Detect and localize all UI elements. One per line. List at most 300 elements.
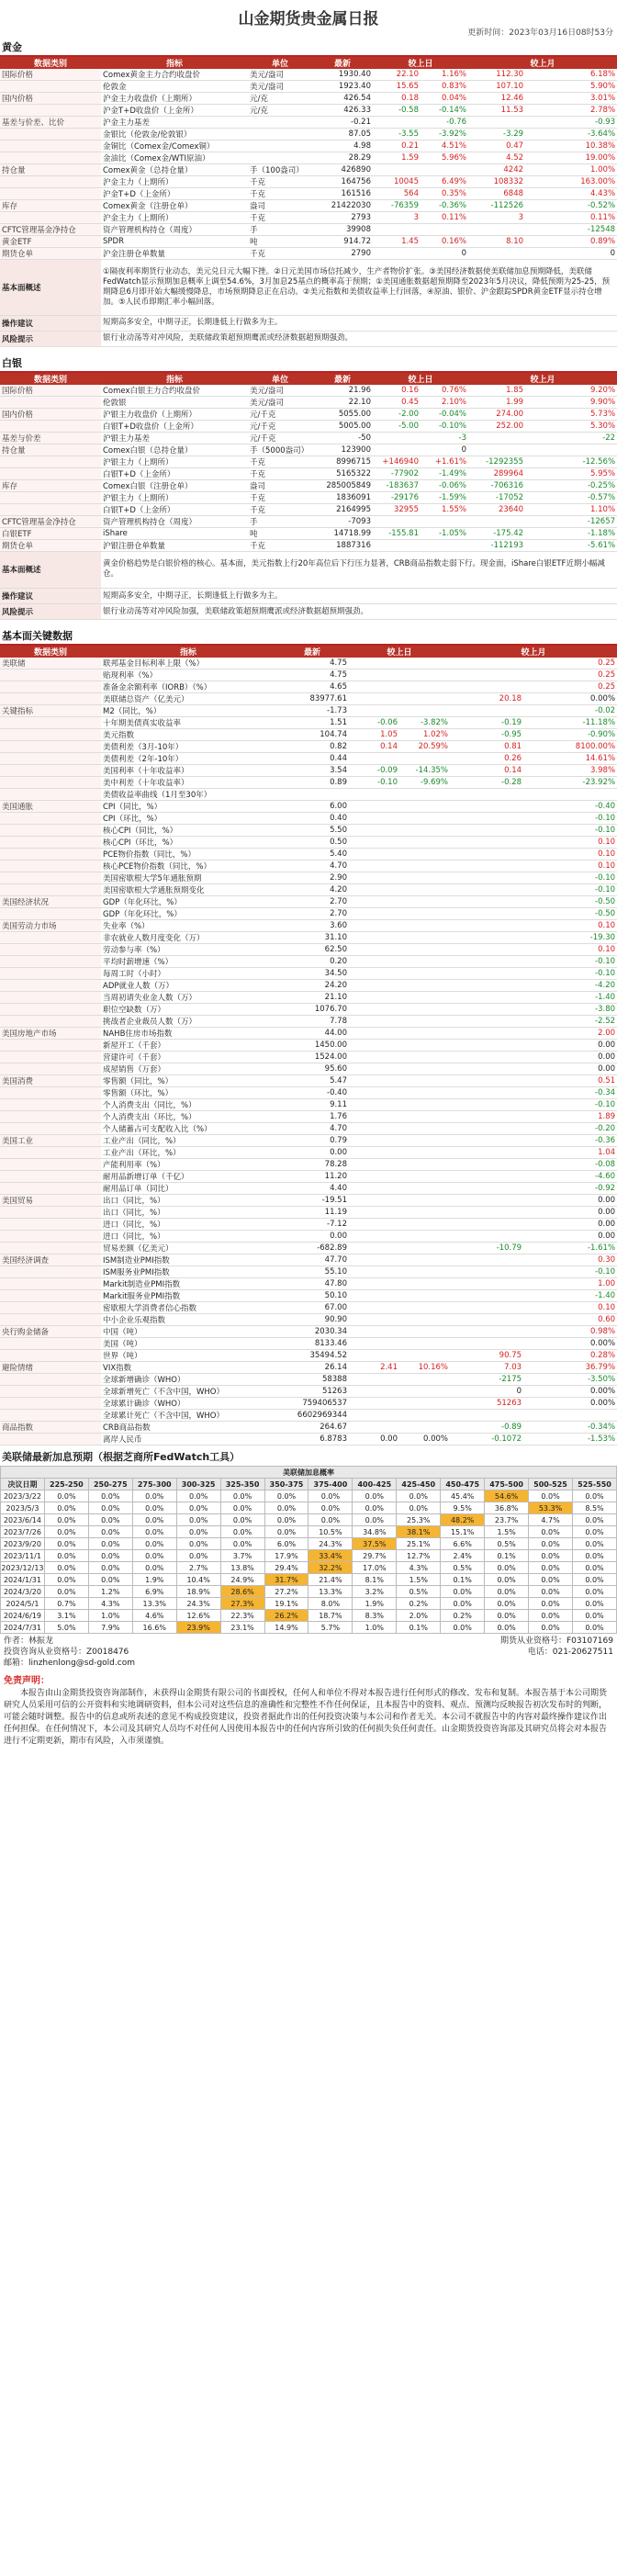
silver-cell: 库存 [0, 479, 101, 491]
fund-cell: 0.26 [450, 753, 523, 765]
fund-row [0, 753, 617, 765]
silver-cell: 伦敦银 [101, 396, 248, 408]
fund-cell [399, 705, 450, 717]
fund-cell [0, 980, 101, 992]
fedwatch-cell: 0.0% [176, 1502, 220, 1514]
fedwatch-cell: 2024/1/31 [1, 1574, 45, 1586]
fund-cell: -0.10 [349, 777, 399, 789]
silver-cell: -183637 [373, 479, 421, 491]
gold-cell: 107.10 [468, 81, 525, 93]
fund-cell: 55.10 [275, 1266, 349, 1278]
fund-cell [349, 1052, 399, 1063]
fedwatch-row [1, 1610, 617, 1622]
fund-row [0, 1171, 617, 1183]
gold-cell [373, 164, 421, 176]
gold-cell: 国内价格 [0, 93, 101, 105]
fedwatch-cell: 0.0% [529, 1490, 573, 1502]
silver-cell [0, 456, 101, 467]
fund-cell: 0.00% [399, 1434, 450, 1445]
silver-cell: 沪银主力（上期所） [101, 491, 248, 503]
fedwatch-cell: 0.0% [441, 1598, 485, 1610]
fund-cell: 4.75 [275, 658, 349, 669]
fund-cell: GDP（年化环比，%） [101, 908, 275, 920]
fund-cell: 0 [450, 1386, 523, 1398]
fund-cell: 美联储总资产（亿美元） [101, 693, 275, 705]
fund-cell: 美中利差（十年收益率） [101, 777, 275, 789]
fund-cell: 核心CPI（同比，%） [101, 825, 275, 837]
fund-cell [399, 1422, 450, 1434]
silver-cell: 5165322 [312, 467, 373, 479]
silver-col-latest: 最新 [312, 373, 373, 385]
fund-row [0, 825, 617, 837]
fund-cell [399, 849, 450, 861]
fund-cell: 密歇根大学消费者信心指数 [101, 1302, 275, 1314]
silver-cell [468, 432, 525, 444]
fedwatch-cell: 0.0% [529, 1574, 573, 1586]
fund-cell: 0.14 [450, 765, 523, 777]
gold-cell: 19.00% [525, 152, 617, 164]
silver-cell: -7093 [312, 515, 373, 527]
silver-cell: 5.95% [525, 467, 617, 479]
fedwatch-cell: 0.0% [397, 1490, 441, 1502]
fund-cell [349, 1350, 399, 1362]
silver-cell: 0 [421, 444, 468, 456]
gold-cell: 6848 [468, 188, 525, 200]
fund-cell [399, 1374, 450, 1386]
fund-cell [349, 849, 399, 861]
silver-cell [468, 444, 525, 456]
fund-row [0, 1326, 617, 1338]
fund-cell [399, 1028, 450, 1040]
fund-cell [399, 1266, 450, 1278]
fedwatch-cell: 0.1% [485, 1550, 529, 1562]
fund-cell: -23.92% [523, 777, 617, 789]
silver-cell: 23640 [468, 503, 525, 515]
fund-cell [349, 1338, 399, 1350]
fund-row [0, 1243, 617, 1254]
fund-cell [349, 884, 399, 896]
fedwatch-cell: 6.6% [441, 1538, 485, 1550]
fund-cell: 全球新增死亡（不含中国，WHO） [101, 1386, 275, 1398]
fund-row [0, 1028, 617, 1040]
fedwatch-cell: 0.0% [529, 1586, 573, 1598]
fund-cell: 贴现利率（%） [101, 669, 275, 681]
silver-cell: 1.99 [468, 396, 525, 408]
fund-cell: 2.70 [275, 908, 349, 920]
fund-cell [349, 908, 399, 920]
update-time: 更新时间：2023年03月16日08时53分 [467, 28, 613, 38]
fund-row [0, 765, 617, 777]
fund-cell [349, 1314, 399, 1326]
fedwatch-cell: 0.0% [132, 1562, 176, 1574]
fund-cell [349, 920, 399, 932]
fedwatch-row [1, 1490, 617, 1502]
fund-cell: ISM制造业PMI指数 [101, 1254, 275, 1266]
report-title: 山金期货贵金属日报 [238, 10, 379, 28]
fund-row [0, 693, 617, 705]
fedwatch-cell: 8.3% [353, 1610, 397, 1622]
fund-cell: 美国消费 [0, 1075, 101, 1087]
silver-cell [373, 515, 421, 527]
fedwatch-cell: 1.5% [397, 1574, 441, 1586]
silver-cell [373, 539, 421, 551]
fund-cell: 美国贸易 [0, 1195, 101, 1207]
fedwatch-cell: 0.0% [132, 1514, 176, 1526]
fedwatch-cell: 17.9% [264, 1550, 308, 1562]
gold-row [0, 129, 617, 141]
fund-cell [349, 1386, 399, 1398]
fedwatch-cell: 0.0% [88, 1490, 132, 1502]
fund-cell: 0.00 [523, 1063, 617, 1075]
fund-cell [349, 1422, 399, 1434]
gold-cell: -76359 [373, 200, 421, 212]
fund-cell: 个人消费支出（环比，%） [101, 1111, 275, 1123]
gold-cell: 4.43% [525, 188, 617, 200]
fedwatch-cell: 0.0% [176, 1526, 220, 1538]
fund-cell [450, 1004, 523, 1016]
fedwatch-cell: 4.3% [397, 1562, 441, 1574]
fund-cell: 1450.00 [275, 1040, 349, 1052]
fedwatch-header: 500-525 [529, 1479, 573, 1490]
gold-fundamentals-text: ①隔夜利率期货行业动态，美元兑日元大幅下挫。②日元美国市场信托减少，生产者物价扩张。③美国经济数据使美联储加息预期降低，美联储FedWatch显示预期加息概率上调至54.6%，3月加息25基点的概率高于预期；①美国通胀数据超预期降至2023年5月决议，降低预期为25-25，预期降息6月即开始大幅缓慢降息，市场预期降息正在启动。②美元指数和美债收益率上行回落，④原油、银价、沪金跟踪SPDR黄金ETF显示持仓增加。⑤人民币即期汇率小幅回落。 [101, 260, 617, 315]
fund-cell: 0.10 [523, 837, 617, 849]
fund-cell [0, 669, 101, 681]
fund-cell [0, 1434, 101, 1445]
fund-cell: 67.00 [275, 1302, 349, 1314]
fund-cell: VIX指数 [101, 1362, 275, 1374]
silver-cell: -5.61% [525, 539, 617, 551]
fund-cell [0, 1016, 101, 1028]
gold-cell: 0.11% [525, 212, 617, 224]
fund-cell: 0.81 [450, 741, 523, 753]
fedwatch-cell: 48.2% [441, 1514, 485, 1526]
fund-cell [450, 1290, 523, 1302]
fund-cell: 零售额（环比，%） [101, 1087, 275, 1099]
fedwatch-cell: 0.5% [485, 1538, 529, 1550]
fund-cell: -4.20 [523, 980, 617, 992]
fund-cell: 0.00 [523, 1231, 617, 1243]
fedwatch-title: 美联储最新加息预期（根据芝商所FedWatch工具） [2, 1451, 241, 1463]
silver-cell: 32955 [373, 503, 421, 515]
fund-row [0, 1386, 617, 1398]
fund-cell: 关键指标 [0, 705, 101, 717]
fund-row [0, 1254, 617, 1266]
fund-cell: ISM服务业PMI指数 [101, 1266, 275, 1278]
fund-cell [450, 932, 523, 944]
gold-cell [0, 212, 101, 224]
fund-cell [349, 1266, 399, 1278]
silver-row [0, 467, 617, 479]
fund-cell [349, 669, 399, 681]
gold-cell: 美元/盎司 [248, 69, 312, 81]
fund-cell [0, 813, 101, 825]
fund-cell [349, 1326, 399, 1338]
silver-cell: 手（5000盎司） [248, 444, 312, 456]
fund-cell: 核心CPI（环比，%） [101, 837, 275, 849]
fedwatch-header: 275-300 [132, 1479, 176, 1490]
fund-cell [450, 669, 523, 681]
fedwatch-cell: 10.5% [308, 1526, 353, 1538]
gold-cell: -112526 [468, 200, 525, 212]
fedwatch-row [1, 1502, 617, 1514]
silver-cell: +146940 [373, 456, 421, 467]
fedwatch-cell: 0.0% [353, 1502, 397, 1514]
fund-cell: 0.28% [523, 1350, 617, 1362]
silver-cell: -0.10% [421, 420, 468, 432]
fedwatch-cell: 53.3% [529, 1502, 573, 1514]
fund-cell: 个人消费支出（同比，%） [101, 1099, 275, 1111]
fedwatch-cell: 0.0% [176, 1514, 220, 1526]
fund-cell: 0.00% [523, 693, 617, 705]
fedwatch-cell: 2023/7/26 [1, 1526, 45, 1538]
gold-cell: Comex黄金（注册仓单） [101, 200, 248, 212]
fund-cell: ADP就业人数（万） [101, 980, 275, 992]
gold-cell: 千克 [248, 212, 312, 224]
fund-cell: -14.35% [399, 765, 450, 777]
fedwatch-cell: 4.7% [529, 1514, 573, 1526]
fedwatch-header: 300-325 [176, 1479, 220, 1490]
fedwatch-cell: 18.9% [176, 1586, 220, 1598]
gold-cell: 0.35% [421, 188, 468, 200]
fund-cell [0, 1171, 101, 1183]
fund-cell [450, 1063, 523, 1075]
silver-cell: -175.42 [468, 527, 525, 539]
fedwatch-cell: 0.0% [176, 1538, 220, 1550]
fedwatch-cell: 0.0% [132, 1502, 176, 1514]
fedwatch-row [1, 1538, 617, 1550]
fund-cell [399, 1231, 450, 1243]
fedwatch-cell: 0.0% [572, 1598, 616, 1610]
fund-cell: 平均时薪增速（%） [101, 956, 275, 968]
silver-cell: 盎司 [248, 479, 312, 491]
gold-cell [248, 141, 312, 152]
fedwatch-cell: 9.5% [441, 1502, 485, 1514]
fund-cell [0, 765, 101, 777]
fedwatch-cell: 1.5% [485, 1526, 529, 1538]
fund-cell [399, 861, 450, 872]
fund-cell [0, 1266, 101, 1278]
fedwatch-cell: 6.9% [132, 1586, 176, 1598]
gold-cell: 元/克 [248, 105, 312, 117]
fedwatch-cell: 18.7% [308, 1610, 353, 1622]
silver-cell: 0.45 [373, 396, 421, 408]
fedwatch-cell: 54.6% [485, 1490, 529, 1502]
fund-cell: 24.20 [275, 980, 349, 992]
fund-cell [450, 1219, 523, 1231]
silver-cell: Comex白银主力合约收盘价 [101, 385, 248, 397]
silver-row [0, 491, 617, 503]
silver-cell: 9.90% [525, 396, 617, 408]
fund-cell: 全球累计确诊（WHO） [101, 1398, 275, 1410]
fund-cell: 31.10 [275, 932, 349, 944]
silver-cell: -77902 [373, 467, 421, 479]
fund-cell: 0.20 [275, 956, 349, 968]
fedwatch-table [0, 1466, 617, 1634]
fedwatch-cell: 0.0% [529, 1622, 573, 1634]
silver-cell: 手 [248, 515, 312, 527]
fund-cell [349, 1063, 399, 1075]
fund-cell: 0.00% [523, 1338, 617, 1350]
silver-cell: 123900 [312, 444, 373, 456]
gold-cell: 10045 [373, 176, 421, 188]
fund-cell [450, 1183, 523, 1195]
fund-cell [349, 1171, 399, 1183]
fund-cell [349, 1111, 399, 1123]
silver-cell [0, 467, 101, 479]
silver-row [0, 444, 617, 456]
fedwatch-cell: 1.0% [353, 1622, 397, 1634]
fedwatch-cell: 0.0% [308, 1502, 353, 1514]
fund-cell [349, 956, 399, 968]
fedwatch-cell: 0.0% [220, 1502, 264, 1514]
fund-cell [0, 681, 101, 693]
gold-cell: 2790 [312, 248, 373, 260]
silver-cell: 1.10% [525, 503, 617, 515]
fund-row [0, 968, 617, 980]
gold-cell: 112.30 [468, 69, 525, 81]
fund-cell: 美国房地产市场 [0, 1028, 101, 1040]
gold-cell: 426.54 [312, 93, 373, 105]
fedwatch-cell: 0.2% [441, 1610, 485, 1622]
fedwatch-cell: 8.5% [572, 1502, 616, 1514]
fund-cell: 0.00 [349, 1434, 399, 1445]
silver-cell: 基差与价差 [0, 432, 101, 444]
fund-cell: -0.10 [523, 1266, 617, 1278]
fund-cell [349, 944, 399, 956]
fund-cell: 4.20 [275, 884, 349, 896]
fund-cell: -0.1072 [450, 1434, 523, 1445]
fedwatch-cell: 0.0% [529, 1538, 573, 1550]
gold-col-dod: 较上日 [373, 57, 468, 69]
gold-cell: 5.90% [525, 81, 617, 93]
fedwatch-cell: 5.0% [44, 1622, 88, 1634]
fund-cell: 0.10 [523, 1302, 617, 1314]
silver-cell: 千克 [248, 467, 312, 479]
fedwatch-header: 决议日期 [1, 1479, 45, 1490]
fund-cell: 14.61% [523, 753, 617, 765]
fund-cell [399, 681, 450, 693]
gold-cell: -0.93 [525, 117, 617, 129]
fund-cell [399, 1219, 450, 1231]
gold-cell: 4.52 [468, 152, 525, 164]
fund-cell: 26.14 [275, 1362, 349, 1374]
silver-cell: 国际价格 [0, 385, 101, 397]
fund-cell: 0.98% [523, 1326, 617, 1338]
fund-cell [399, 813, 450, 825]
fund-cell [450, 1302, 523, 1314]
fedwatch-cell: 0.0% [44, 1538, 88, 1550]
gold-cell: 163.00% [525, 176, 617, 188]
fund-cell [349, 1159, 399, 1171]
gold-cell: SPDR [101, 236, 248, 248]
fund-cell [349, 1040, 399, 1052]
fedwatch-cell: 0.0% [176, 1550, 220, 1562]
fedwatch-cell: 0.0% [220, 1490, 264, 1502]
silver-cell: -2.00 [373, 408, 421, 420]
fund-cell [450, 980, 523, 992]
fund-row [0, 920, 617, 932]
gold-fundamentals-label: 基本面概述 [0, 260, 101, 315]
fedwatch-cell: 0.0% [353, 1514, 397, 1526]
fund-cell: 美国劳动力市场 [0, 920, 101, 932]
gold-cell: 0.21 [373, 141, 421, 152]
fund-row [0, 896, 617, 908]
fund-cell: 4.70 [275, 861, 349, 872]
fund-cell [399, 1016, 450, 1028]
fund-cell: 当周初请失业金人数（万） [101, 992, 275, 1004]
silver-cell: 1836091 [312, 491, 373, 503]
fund-cell: 8133.46 [275, 1338, 349, 1350]
fund-cell: -0.20 [523, 1123, 617, 1135]
fund-cell: -10.79 [450, 1243, 523, 1254]
fedwatch-cell: 6.0% [264, 1538, 308, 1550]
fund-cell [0, 1207, 101, 1219]
fund-cell [349, 1207, 399, 1219]
fund-cell [399, 1386, 450, 1398]
gold-cell: 1.00% [525, 164, 617, 176]
fedwatch-cell: 0.0% [572, 1538, 616, 1550]
fund-cell [349, 1398, 399, 1410]
silver-row [0, 432, 617, 444]
fedwatch-header: 375-400 [308, 1479, 353, 1490]
fund-cell [0, 872, 101, 884]
author: 作者：林振龙 [4, 1637, 54, 1646]
gold-cell: -3.29 [468, 129, 525, 141]
fedwatch-cell: 2023/12/13 [1, 1563, 44, 1572]
fedwatch-cell: 3.2% [353, 1586, 397, 1598]
fedwatch-cell: 0.0% [529, 1610, 573, 1622]
fund-cell: 5.40 [275, 849, 349, 861]
fund-row [0, 717, 617, 729]
fund-cell [349, 837, 399, 849]
fedwatch-cell: 1.0% [88, 1610, 132, 1622]
fedwatch-cell: 0.0% [529, 1562, 573, 1574]
fund-cell: -1.61% [523, 1243, 617, 1254]
fund-cell [399, 1410, 450, 1422]
fedwatch-cell: 0.0% [264, 1502, 308, 1514]
fund-cell [0, 1290, 101, 1302]
fedwatch-header: 350-375 [264, 1479, 308, 1490]
gold-cell: -0.52% [525, 200, 617, 212]
fund-cell: 0.00 [275, 1147, 349, 1159]
fund-cell: 美债收益率曲线（1月至30年） [101, 789, 275, 801]
gold-cell [421, 224, 468, 236]
fund-cell: -0.10 [523, 884, 617, 896]
fund-row [0, 837, 617, 849]
fund-cell: CRB商品指数 [101, 1422, 275, 1434]
fund-cell [0, 861, 101, 872]
fund-cell [399, 1171, 450, 1183]
fund-cell: 8100.00% [523, 741, 617, 753]
fund-cell [450, 1410, 523, 1422]
gold-cell: -3.55 [373, 129, 421, 141]
fund-cell: 1.05 [349, 729, 399, 741]
fund-cell: 美国经济状况 [0, 896, 101, 908]
fund-cell [450, 837, 523, 849]
fedwatch-cell: 0.0% [44, 1586, 88, 1598]
silver-cell: 千克 [248, 456, 312, 467]
fedwatch-cell: 4.6% [132, 1610, 176, 1622]
fedwatch-cell: 33.4% [308, 1550, 353, 1562]
gold-cell [468, 224, 525, 236]
silver-col-unit: 单位 [248, 373, 312, 385]
gold-row [0, 224, 617, 236]
fund-cell [349, 1231, 399, 1243]
fund-cell [0, 1123, 101, 1135]
fedwatch-row [1, 1574, 617, 1586]
silver-section-title: 白银 [0, 353, 617, 373]
silver-col-dod: 较上日 [373, 373, 468, 385]
